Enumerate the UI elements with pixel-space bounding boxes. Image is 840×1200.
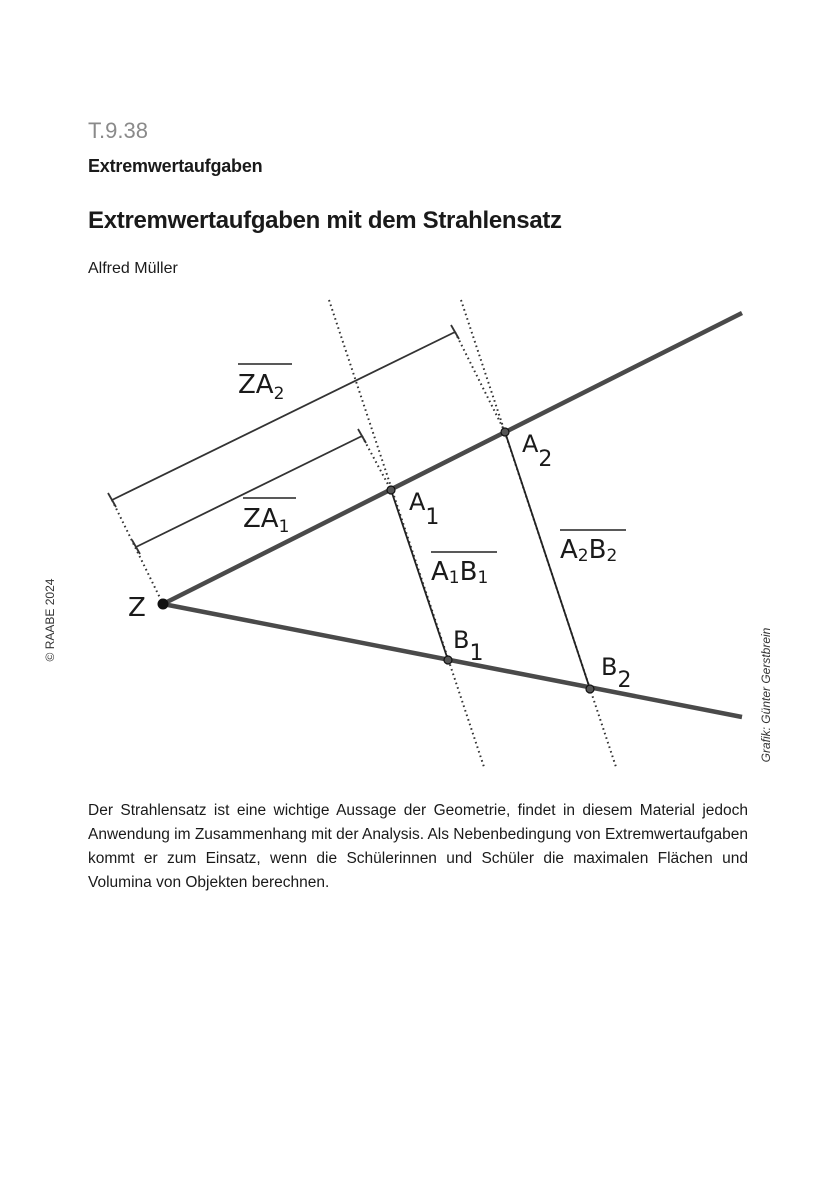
copyright-notice: © RAABE 2024	[43, 578, 57, 662]
author-name: Alfred Müller	[88, 260, 178, 277]
label-a1-letter: A	[409, 488, 426, 516]
segment-sub: 2	[273, 384, 285, 404]
dimension-tick	[358, 429, 366, 443]
dotted-za2-end-projection	[455, 332, 505, 432]
graphic-credit: Grafik: Günter Gerstbrein	[759, 627, 773, 763]
label-b2-sub: 2	[617, 668, 632, 693]
label-a1	[409, 488, 439, 530]
point-a2	[501, 428, 509, 436]
segment-label-a2b2	[560, 530, 626, 566]
document-code: T.9.38	[88, 118, 148, 143]
segment-point: B	[588, 535, 607, 565]
label-a2-letter: A	[522, 430, 539, 458]
segment-label-za2-text	[238, 370, 284, 404]
page-title: Extremwertaufgaben mit dem Strahlensatz	[88, 207, 562, 234]
segment-main: ZA	[243, 504, 279, 534]
dimension-tick	[132, 540, 140, 554]
segment-sub: 1	[477, 568, 489, 588]
segment-point: A	[560, 535, 578, 565]
dimension-tick	[108, 493, 116, 507]
label-a2	[522, 430, 552, 472]
segment-label-a2b2-text	[560, 535, 617, 566]
point-b1	[444, 656, 452, 664]
label-a1-sub: 1	[425, 505, 440, 530]
intro-paragraph: Der Strahlensatz ist eine wichtige Aussage der Geometrie, findet in diesem Material jedoch Anwendung im Zusammenhang mit der Analysis. Als Nebenbedingung von Extremwertaufgaben kommt er zum Einsatz, wenn die Schülerinnen und Schüler die maximalen Flächen und Volumina von Objekten berechnen.	[88, 802, 748, 891]
label-b2	[601, 653, 631, 693]
segment-label-za2	[238, 364, 292, 404]
segment-sub: 2	[606, 546, 618, 566]
point-a1	[387, 486, 395, 494]
dotted-za1-end-projection	[362, 436, 391, 490]
segment-label-a1b1	[431, 552, 497, 588]
label-a2-sub: 2	[538, 447, 553, 472]
segment-sub: 2	[577, 546, 589, 566]
label-b1-letter: B	[453, 626, 470, 654]
dimension-tick	[451, 325, 459, 339]
label-b1-sub: 1	[469, 641, 484, 666]
dotted-za-start-projection	[112, 500, 163, 604]
section-heading: Extremwertaufgaben	[88, 156, 263, 176]
label-z: Z	[128, 593, 146, 623]
segment-sub: 1	[278, 517, 290, 537]
segment-main: ZA	[238, 370, 274, 400]
ray-upper	[163, 313, 742, 604]
label-b2-letter: B	[601, 653, 618, 681]
segment-point: B	[459, 557, 478, 587]
point-z	[158, 599, 169, 610]
segment-label-a1b1-text	[431, 557, 488, 588]
segment-sub: 1	[448, 568, 460, 588]
segment-label-za1-text	[243, 504, 289, 537]
dotted-lines	[112, 300, 616, 767]
segment-label-za1	[243, 498, 296, 537]
point-b2	[586, 685, 594, 693]
segment-point: A	[431, 557, 449, 587]
